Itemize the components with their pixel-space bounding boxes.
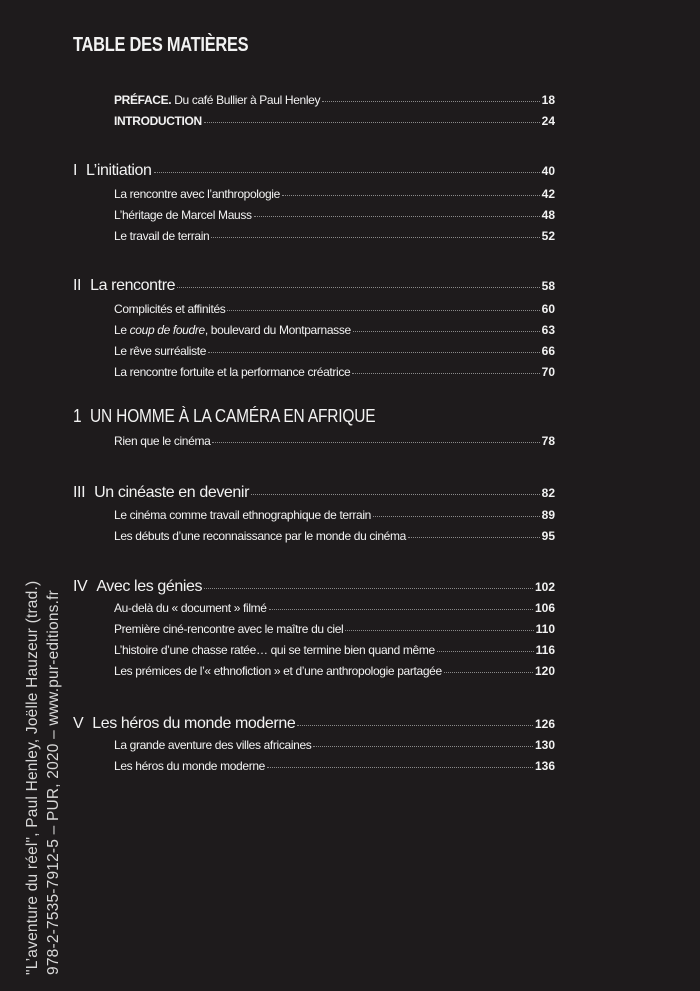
- toc-entry[interactable]: Le cinéma comme travail ethnographique de terrain 89: [114, 508, 555, 522]
- dot-leader: [204, 588, 533, 589]
- toc-entry[interactable]: La rencontre fortuite et la performance créatrice 70: [114, 365, 555, 379]
- toc-entry-introduction[interactable]: INTRODUCTION 24: [114, 114, 555, 128]
- page-number: 110: [535, 622, 555, 636]
- dot-leader: [177, 287, 540, 288]
- dot-leader: [345, 630, 533, 631]
- page-number: 102: [534, 580, 555, 594]
- dot-leader: [297, 725, 533, 726]
- page-number: 78: [541, 434, 555, 448]
- page-number: 95: [541, 529, 555, 543]
- dot-leader: [254, 216, 540, 217]
- toc-section-heading[interactable]: 1 UN HOMME À LA CAMÉRA EN AFRIQUE: [73, 406, 376, 426]
- toc-entry[interactable]: Les héros du monde moderne 136: [114, 759, 555, 773]
- dot-leader: [212, 442, 539, 443]
- dot-leader: [408, 537, 540, 538]
- toc-entry[interactable]: Le rêve surréaliste 66: [114, 344, 555, 358]
- page-number: 63: [541, 323, 555, 337]
- dot-leader: [313, 746, 533, 747]
- toc-entry[interactable]: La rencontre avec l’anthropologie 42: [114, 187, 555, 201]
- page-number: 106: [534, 601, 555, 615]
- toc-entry[interactable]: Les prémices de l’« ethnofiction » et d’une anthropologie partagée 120: [114, 664, 555, 678]
- page-title: TABLE DES MATIÈRES: [73, 34, 249, 56]
- toc-part-2[interactable]: II La rencontre 58: [73, 277, 555, 294]
- page-number: 24: [541, 114, 555, 128]
- dot-leader: [154, 172, 540, 173]
- page-number: 89: [541, 508, 555, 522]
- dot-leader: [208, 352, 540, 353]
- toc-entry[interactable]: La grande aventure des villes africaines 130: [114, 738, 555, 752]
- toc-part-3[interactable]: III Un cinéaste en devenir 82: [73, 484, 555, 501]
- page-number: 48: [541, 208, 555, 222]
- dot-leader: [204, 122, 540, 123]
- page-number: 82: [541, 486, 555, 500]
- dot-leader: [211, 237, 539, 238]
- dot-leader: [269, 609, 533, 610]
- dot-leader: [373, 516, 540, 517]
- toc-part-4[interactable]: IV Avec les génies 102: [73, 578, 555, 595]
- dot-leader: [282, 195, 540, 196]
- page-number: 52: [541, 229, 555, 243]
- toc-entry-preface[interactable]: PRÉFACE. Du café Bullier à Paul Henley 18: [114, 93, 555, 107]
- toc-entry[interactable]: L’héritage de Marcel Mauss 48: [114, 208, 555, 222]
- toc-entry[interactable]: Au-delà du « document » filmé 106: [114, 601, 555, 615]
- toc-entry[interactable]: Première ciné-rencontre avec le maître du ciel 110: [114, 622, 555, 636]
- dot-leader: [267, 767, 533, 768]
- page-number: 66: [541, 344, 555, 358]
- page-number: 136: [534, 759, 555, 773]
- credit-line-isbn: 978-2-7535-7912-5 – PUR, 2020 – www.pur-editions.fr: [45, 590, 62, 975]
- toc-part-1[interactable]: I L’initiation 40: [73, 162, 555, 179]
- toc-entry[interactable]: Rien que le cinéma 78: [114, 434, 555, 448]
- page-number: 58: [541, 279, 555, 293]
- toc-entry[interactable]: Le coup de foudre, boulevard du Montparnasse 63: [114, 323, 555, 337]
- toc-entry[interactable]: L’histoire d’une chasse ratée… qui se termine bien quand même 116: [114, 643, 555, 657]
- dot-leader: [353, 331, 540, 332]
- dot-leader: [227, 310, 539, 311]
- page-number: 70: [541, 365, 555, 379]
- credit-line-title: "L’aventure du réel", Paul Henley, Joëlle Hauzeur (trad.): [24, 580, 41, 975]
- page-number: 120: [534, 664, 555, 678]
- page-number: 116: [535, 643, 555, 657]
- dot-leader: [322, 101, 540, 102]
- page-number: 60: [541, 302, 555, 316]
- page-number: 18: [541, 93, 555, 107]
- toc-part-5[interactable]: V Les héros du monde moderne 126: [73, 715, 555, 732]
- page-number: 40: [541, 164, 555, 178]
- page-number: 42: [541, 187, 555, 201]
- side-credit-text: [22, 581, 64, 975]
- dot-leader: [444, 672, 533, 673]
- toc-entry[interactable]: Le travail de terrain 52: [114, 229, 555, 243]
- toc-entry[interactable]: Complicités et affinités 60: [114, 302, 555, 316]
- dot-leader: [251, 494, 540, 495]
- dot-leader: [437, 651, 534, 652]
- page-number: 126: [534, 717, 555, 731]
- dot-leader: [352, 373, 539, 374]
- toc-entry[interactable]: Les débuts d’une reconnaissance par le monde du cinéma 95: [114, 529, 555, 543]
- page-number: 130: [534, 738, 555, 752]
